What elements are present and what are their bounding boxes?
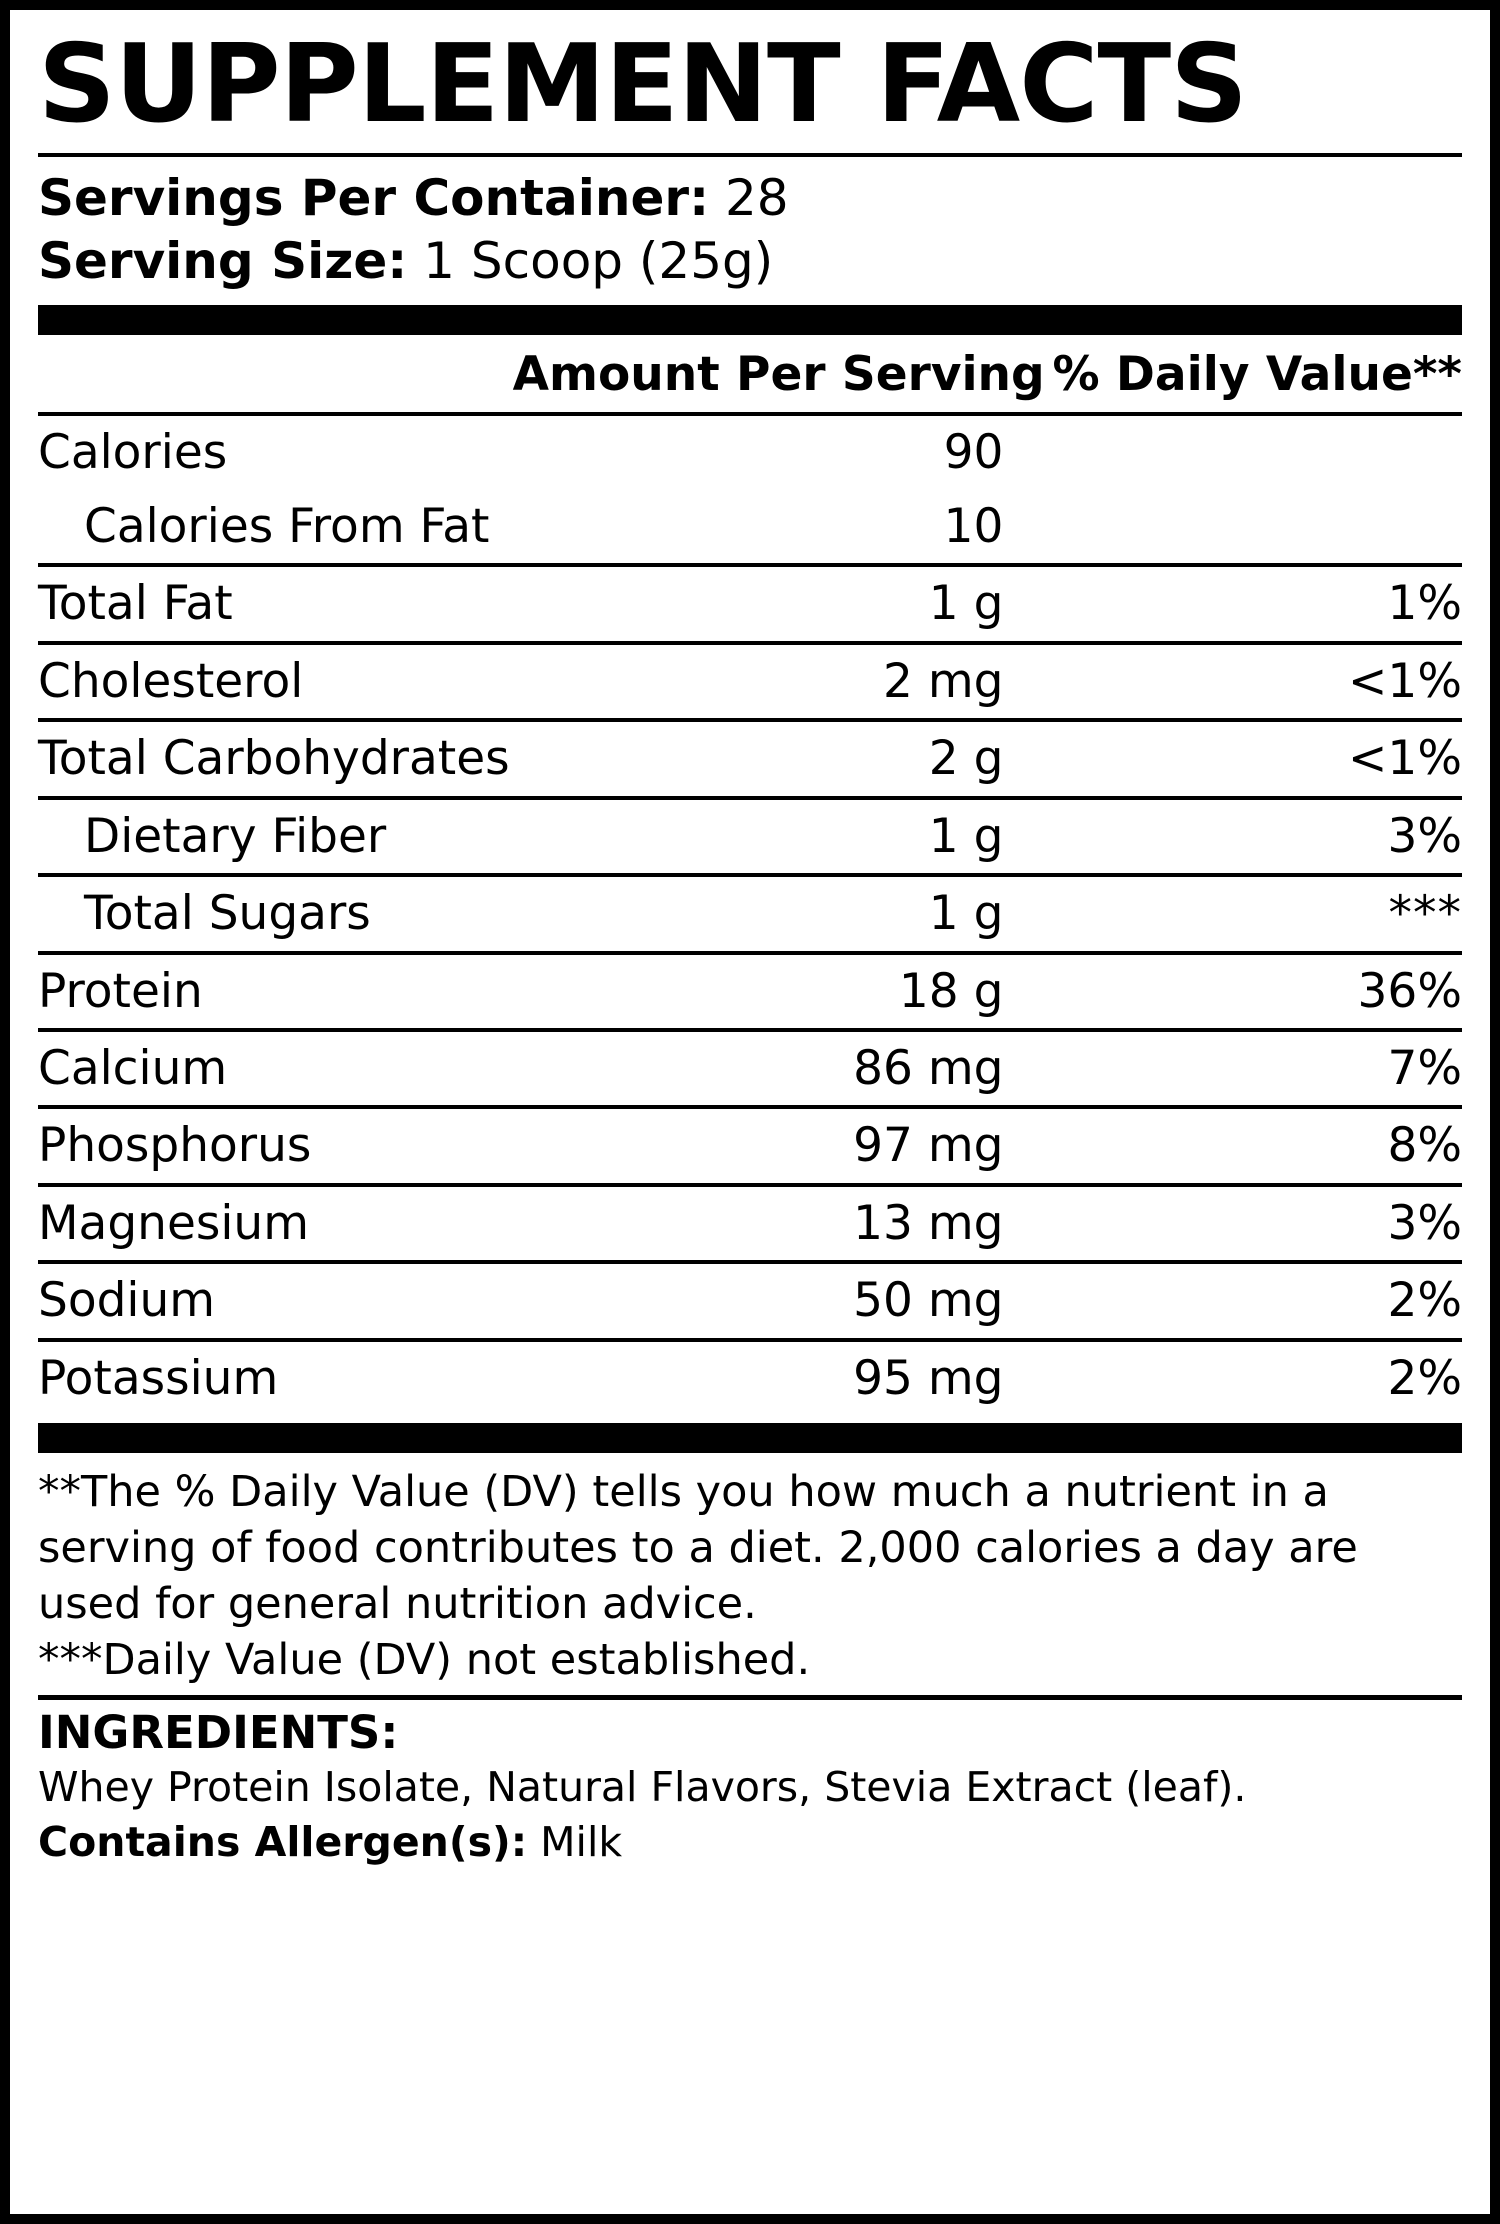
serving-size-value: 1 Scoop (25g) bbox=[423, 232, 774, 291]
row-label: Total Fat bbox=[38, 565, 513, 642]
row-dv: 36% bbox=[1031, 953, 1462, 1030]
allergen-label: Contains Allergen(s): bbox=[38, 1818, 528, 1867]
row-amount: 86 mg bbox=[513, 1030, 1032, 1107]
allergen-value: Milk bbox=[540, 1818, 623, 1867]
nutrition-table-body bbox=[38, 335, 1462, 1415]
row-amount: 90 bbox=[513, 414, 1032, 489]
table-row bbox=[38, 490, 1462, 565]
ingredients-heading: INGREDIENTS: bbox=[38, 1705, 399, 1759]
row-dv: 3% bbox=[1031, 1185, 1462, 1262]
table-row bbox=[38, 565, 1462, 642]
daily-value-note: **The % Daily Value (DV) tells you how much a nutrient in a serving of food contributes to a diet. 2,000 calories a day are used for general nutrition advice. bbox=[38, 1467, 1358, 1630]
row-amount: 1 g bbox=[513, 798, 1032, 875]
servings-per-container-label: Servings Per Container: bbox=[38, 169, 710, 228]
row-label: Calcium bbox=[38, 1030, 513, 1107]
allergen-line bbox=[38, 1817, 1462, 1868]
dv-not-established-note: ***Daily Value (DV) not established. bbox=[38, 1634, 811, 1685]
table-row bbox=[38, 1107, 1462, 1184]
row-label: Dietary Fiber bbox=[38, 798, 513, 875]
servings-per-container-value: 28 bbox=[724, 169, 789, 228]
serving-size-label: Serving Size: bbox=[38, 232, 408, 291]
row-label: Calories bbox=[38, 414, 513, 489]
row-label: Sodium bbox=[38, 1262, 513, 1339]
serving-size-line bbox=[38, 230, 1462, 293]
row-label: Total Carbohydrates bbox=[38, 720, 513, 797]
row-dv: *** bbox=[1031, 875, 1462, 952]
row-dv bbox=[1031, 414, 1462, 489]
table-row bbox=[38, 643, 1462, 720]
divider-thick-bottom bbox=[38, 1423, 1462, 1453]
row-amount: 18 g bbox=[513, 953, 1032, 1030]
footnotes bbox=[38, 1453, 1462, 1695]
row-dv: 8% bbox=[1031, 1107, 1462, 1184]
row-dv: <1% bbox=[1031, 720, 1462, 797]
row-label: Potassium bbox=[38, 1340, 513, 1415]
table-row bbox=[38, 953, 1462, 1030]
row-amount: 50 mg bbox=[513, 1262, 1032, 1339]
row-label: Cholesterol bbox=[38, 643, 513, 720]
table-row bbox=[38, 720, 1462, 797]
row-label: Total Sugars bbox=[38, 875, 513, 952]
row-amount: 2 mg bbox=[513, 643, 1032, 720]
ingredients-list: Whey Protein Isolate, Natural Flavors, Stevia Extract (leaf). bbox=[38, 1762, 1247, 1811]
row-dv: 3% bbox=[1031, 798, 1462, 875]
row-label: Phosphorus bbox=[38, 1107, 513, 1184]
row-amount: 10 bbox=[943, 498, 1004, 554]
table-row bbox=[38, 875, 1462, 952]
table-row bbox=[38, 1185, 1462, 1262]
table-row bbox=[38, 798, 1462, 875]
row-dv: 7% bbox=[1031, 1030, 1462, 1107]
row-dv bbox=[1031, 490, 1462, 565]
table-row bbox=[38, 1262, 1462, 1339]
row-amount: 97 mg bbox=[513, 1107, 1032, 1184]
row-label: Calories From Fat bbox=[84, 498, 490, 554]
row-dv: 2% bbox=[1031, 1340, 1462, 1415]
nutrition-table bbox=[38, 335, 1462, 1415]
servings-per-container-line bbox=[38, 167, 1462, 230]
table-row bbox=[38, 1030, 1462, 1107]
header-daily-value: % Daily Value** bbox=[1052, 347, 1462, 403]
servings-block bbox=[38, 157, 1462, 305]
page-title: SUPPLEMENT FACTS bbox=[38, 22, 1247, 147]
row-amount: 13 mg bbox=[513, 1185, 1032, 1262]
row-dv: 2% bbox=[1031, 1262, 1462, 1339]
row-amount: 2 g bbox=[513, 720, 1032, 797]
row-amount: 1 g bbox=[513, 875, 1032, 952]
header-nutrient bbox=[38, 335, 513, 414]
row-dv: <1% bbox=[1031, 643, 1462, 720]
row-dv: 1% bbox=[1031, 565, 1462, 642]
ingredients-block bbox=[38, 1700, 1462, 1869]
table-row bbox=[38, 414, 1462, 489]
table-header-row bbox=[38, 335, 1462, 414]
row-label: Magnesium bbox=[38, 1185, 513, 1262]
header-amount-per-serving: Amount Per Serving bbox=[512, 347, 1045, 403]
row-amount: 1 g bbox=[513, 565, 1032, 642]
divider-thick-top bbox=[38, 305, 1462, 335]
row-label: Protein bbox=[38, 953, 513, 1030]
table-row bbox=[38, 1340, 1462, 1415]
row-amount: 95 mg bbox=[513, 1340, 1032, 1415]
